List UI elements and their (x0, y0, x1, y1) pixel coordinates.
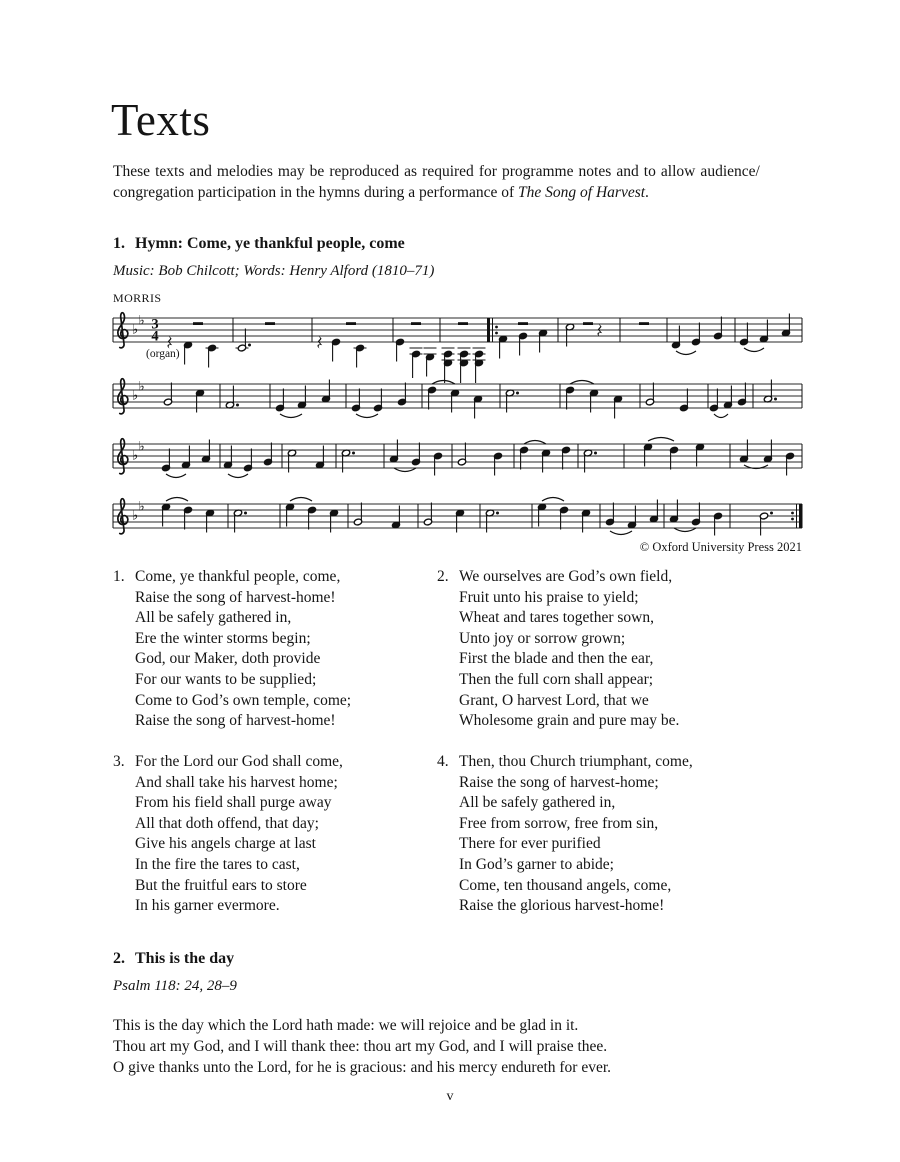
intro-line-2-text: congregation participation in the hymns during a performance of (113, 184, 519, 201)
verse-4 (437, 752, 693, 917)
intro-line-1: These texts and melodies may be reproduced as required for programme notes and to allow audience/ (113, 163, 760, 180)
work-title: The Song of Harvest (518, 184, 646, 201)
verse-lines (135, 752, 343, 917)
svg-text:♭: ♭ (138, 499, 145, 515)
verse-line: But the fruitful ears to store (135, 876, 307, 894)
intro-line-2-end: . (645, 184, 649, 201)
psalm-line: Thou art my God, and I will thank thee: thou art my God, and I will praise thee. (113, 1037, 608, 1055)
verse-lines (135, 567, 351, 732)
verse-line: Raise the song of harvest-home! (135, 588, 336, 606)
intro-paragraph (113, 161, 803, 203)
svg-text:♭: ♭ (132, 508, 139, 524)
verse-line: Ere the winter storms begin; (135, 629, 311, 647)
verse-number: 2. (437, 568, 449, 585)
psalm-text (113, 1016, 813, 1078)
verse-lines (459, 567, 679, 732)
psalm-source: Psalm 118: 24, 28–9 (113, 978, 237, 994)
organ-label: (organ) (146, 348, 180, 360)
psalm-line: O give thanks unto the Lord, for he is gracious: and his mercy endureth for ever. (113, 1058, 612, 1076)
verse-number: 3. (113, 753, 125, 770)
verse-line: For our wants to be supplied; (135, 670, 317, 688)
verse-line: From his field shall purge away (135, 794, 332, 812)
verse-line: Raise the glorious harvest-home! (459, 897, 665, 915)
intro-line-2 (113, 182, 803, 203)
music-notation (108, 306, 806, 554)
hymn1-heading (113, 235, 405, 253)
hymn1-credit: Music: Bob Chilcott; Words: Henry Alford (1810–71) (113, 263, 435, 279)
verse-line: Give his angels charge at last (135, 835, 316, 853)
page-number: v (446, 1089, 454, 1104)
verse-line: Raise the song of harvest-home! (135, 712, 336, 730)
verse-lines (459, 752, 693, 917)
verse-line: In the fire the tares to cast, (135, 855, 300, 873)
verse-line: We ourselves are God’s own field, (459, 568, 673, 585)
svg-text:♭: ♭ (132, 322, 139, 338)
verses-row-2 (0, 752, 900, 922)
hymn2-number: 2. (113, 950, 125, 967)
verse-line: There for ever purified (459, 835, 601, 853)
svg-text:♭: ♭ (132, 388, 139, 404)
verse-line: Wheat and tares together sown, (459, 609, 654, 627)
hymn2-title: This is the day (135, 950, 235, 967)
verse-line: God, our Maker, doth provide (135, 650, 321, 668)
svg-text:♭: ♭ (138, 379, 145, 395)
hymn2-heading (113, 950, 234, 968)
verse-line: In God’s garner to abide; (459, 855, 614, 873)
verse-line: Fruit unto his praise to yield; (459, 588, 639, 606)
verse-line: Free from sorrow, free from sin, (459, 814, 659, 832)
verse-line: Unto joy or sorrow grown; (459, 629, 626, 647)
verse-line: Then the full corn shall appear; (459, 670, 654, 688)
verse-3 (113, 752, 343, 917)
hymn1-title: Hymn: Come, ye thankful people, come (135, 235, 405, 252)
verse-line: All that doth offend, that day; (135, 814, 319, 832)
verse-2 (437, 567, 679, 732)
verse-line: All be safely gathered in, (459, 794, 616, 812)
verse-line: Raise the song of harvest-home; (459, 773, 659, 791)
verse-line: First the blade and then the ear, (459, 650, 654, 668)
verse-number: 4. (437, 753, 449, 770)
svg-text:♭: ♭ (138, 313, 145, 329)
music-score (108, 306, 806, 554)
verse-1 (113, 567, 351, 732)
hymn1-number: 1. (113, 235, 125, 252)
verse-line: In his garner evermore. (135, 897, 280, 915)
verse-line: For the Lord our God shall come, (135, 753, 343, 770)
verse-line: All be safely gathered in, (135, 609, 292, 627)
verse-line: Wholesome grain and pure may be. (459, 712, 680, 730)
verse-line: Come, ten thousand angels, come, (459, 876, 672, 894)
svg-text:♭: ♭ (132, 448, 139, 464)
verses-row-1 (0, 567, 900, 737)
verse-line: Come, ye thankful people, come, (135, 568, 341, 585)
verse-line: Come to God’s own temple, come; (135, 691, 352, 709)
svg-text:3: 3 (151, 316, 159, 333)
psalm-line: This is the day which the Lord hath made: we will rejoice and be glad in it. (113, 1017, 579, 1034)
verse-line: And shall take his harvest home; (135, 773, 338, 791)
svg-text:4: 4 (151, 328, 159, 345)
verse-line: Then, thou Church triumphant, come, (459, 753, 693, 770)
svg-text:♭: ♭ (138, 439, 145, 455)
verse-number: 1. (113, 568, 125, 585)
verse-line: Grant, O harvest Lord, that we (459, 691, 649, 709)
page-title: Texts (111, 95, 211, 145)
tune-name: MORRIS (113, 291, 162, 305)
copyright-notice: © Oxford University Press 2021 (639, 540, 802, 554)
